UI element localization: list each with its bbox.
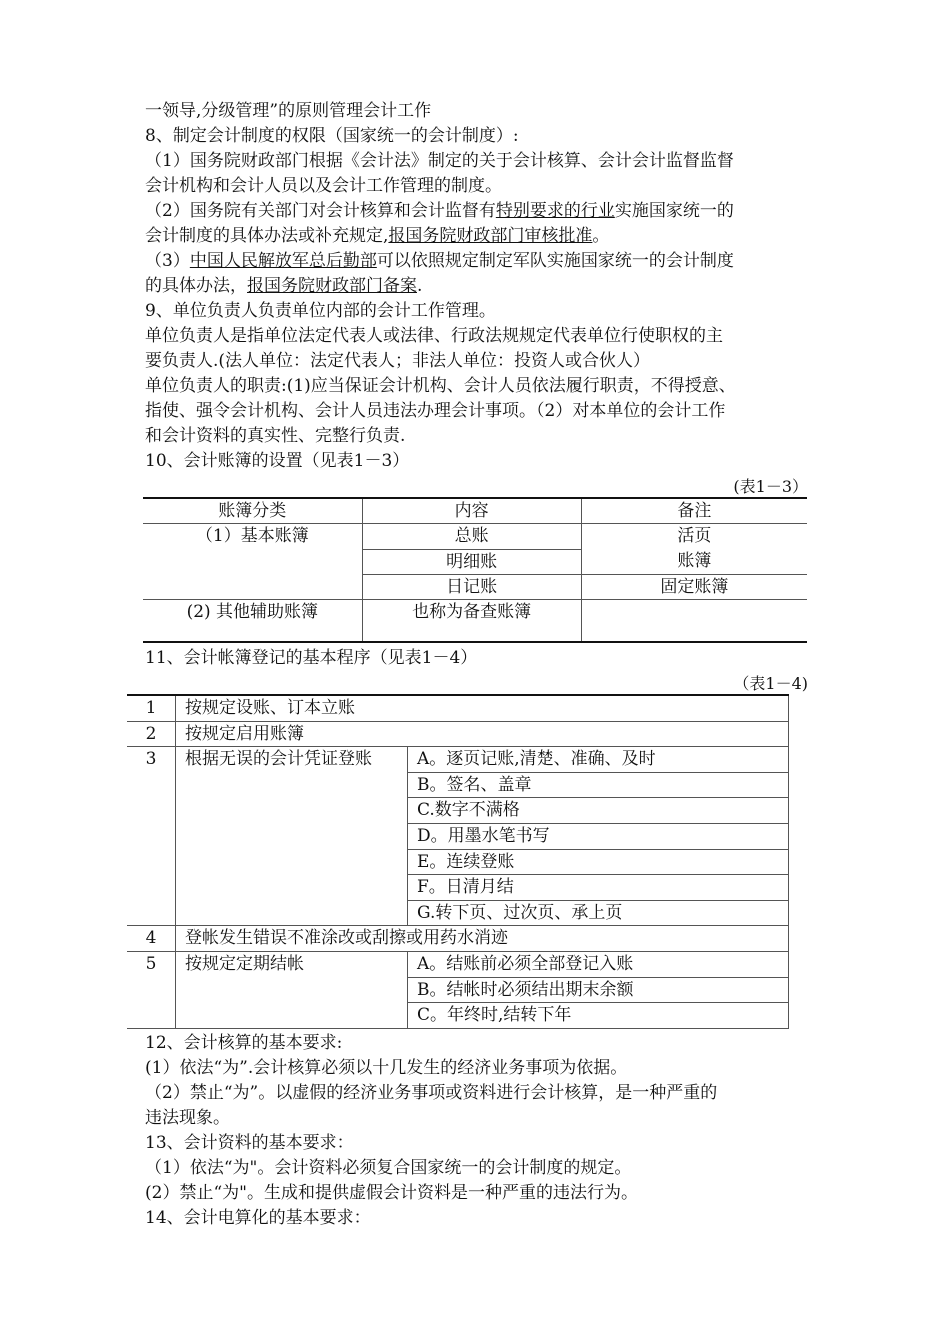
sub-item: C.数字不满格 — [408, 798, 789, 824]
intro-text — [145, 99, 808, 474]
table-cell: 也称为备查账簿 — [362, 600, 581, 643]
sub-item: F。日清月结 — [408, 875, 789, 901]
text-line: （2）禁止“为”。以虚假的经济业务事项或资料进行会计核算，是一种严重的 — [145, 1083, 718, 1103]
row-number: 2 — [127, 721, 176, 747]
sub-item: B。结帐时必须结出期末余额 — [408, 977, 789, 1003]
text-line — [145, 274, 808, 299]
table-1-3 — [143, 497, 807, 643]
row-number: 1 — [127, 695, 176, 721]
underlined-text: 报国务院财政部门备案 — [247, 276, 417, 296]
table-cell: (2) 其他辅助账簿 — [143, 600, 362, 643]
table-cell: 按规定设账、订本立账 — [176, 695, 789, 721]
section-13-heading: 13、会计资料的基本要求： — [145, 1133, 354, 1153]
text-line: 要负责人.(法人单位：法定代表人；非法人单位：投资人或合伙人） — [145, 351, 651, 371]
text-run: （3） — [145, 251, 190, 271]
text-line: (2）禁止“为"。生成和提供虚假会计资料是一种严重的违法行为。 — [145, 1183, 638, 1203]
table-cell — [581, 600, 807, 643]
text-line — [145, 249, 808, 274]
section-9-heading: 9、单位负责人负责单位内部的会计工作管理。 — [145, 301, 496, 321]
table-1-3-caption: (表1－3） — [733, 477, 808, 496]
sub-item: E。连续登账 — [408, 849, 789, 875]
text-line: （1）国务院财政部门根据《会计法》制定的关于会计核算、会计会计监督监督 — [145, 151, 734, 171]
sub-item: C。年终时,结转下年 — [408, 1003, 789, 1029]
text-run: 的具体办法， — [145, 276, 247, 296]
row-number: 5 — [127, 951, 176, 1028]
table-cell: 按规定启用账簿 — [176, 721, 789, 747]
bottom-text — [145, 1031, 808, 1231]
text-line: （1）依法“为"。会计资料必须复合国家统一的会计制度的规定。 — [145, 1158, 632, 1178]
table-cell: （1）基本账簿 — [143, 524, 362, 600]
sub-item: A。逐页记账,清楚、准确、及时 — [408, 747, 789, 773]
underlined-text: 中国人民解放军总后勤部 — [189, 251, 377, 271]
sub-item: G.转下页、过次页、承上页 — [408, 900, 789, 926]
table-row — [127, 721, 789, 747]
cell-line: 活页 — [677, 526, 712, 546]
text-line: 一领导,分级管理”的原则管理会计工作 — [145, 101, 432, 121]
text-line — [145, 199, 808, 224]
text-line — [145, 224, 808, 249]
underlined-text: 特别要求的行业 — [495, 201, 615, 221]
table-cell: 按规定定期结帐 — [176, 951, 408, 1028]
section-12-heading: 12、会计核算的基本要求: — [145, 1033, 343, 1053]
table-cell: 明细账 — [362, 549, 581, 575]
sub-item: B。签名、盖章 — [408, 772, 789, 798]
sub-item: A。结账前必须全部登记入账 — [408, 951, 789, 977]
text-run: 。 — [592, 226, 610, 246]
column-header: 备注 — [581, 498, 807, 524]
table-cell: 根据无误的会计凭证登账 — [176, 747, 408, 926]
column-header: 内容 — [362, 498, 581, 524]
text-line: 会计机构和会计人员以及会计工作管理的制度。 — [145, 176, 502, 196]
table-cell: 登帐发生错误不准涂改或刮擦或用药水消迹 — [176, 926, 789, 952]
table-1-4 — [127, 694, 789, 1029]
section-10-heading: 10、会计账簿的设置（见表1－3） — [145, 451, 410, 471]
table-cell — [581, 524, 807, 575]
text-run: 会计制度的具体办法或补充规定, — [145, 226, 389, 246]
table-cell: 总账 — [362, 524, 581, 550]
underlined-text: 报国务院财政部门审核批准 — [388, 226, 593, 246]
table-cell: 固定账簿 — [581, 575, 807, 600]
section-11-heading: 11、会计帐簿登记的基本程序（见表1－4） — [145, 648, 478, 668]
table-row — [127, 747, 789, 773]
table-row — [143, 524, 807, 550]
section-8-heading: 8、制定会计制度的权限（国家统一的会计制度）: — [145, 126, 519, 146]
section-11 — [145, 646, 808, 671]
table-1-4-caption: （表1－4) — [733, 674, 808, 693]
text-line: (1）依法“为”.会计核算必须以十几发生的经济业务事项为依据。 — [145, 1058, 628, 1078]
text-run: 可以依照规定制定军队实施国家统一的会计制度 — [376, 251, 734, 271]
table-header-row — [143, 498, 807, 524]
table-row — [143, 600, 807, 643]
text-line: 单位负责人是指单位法定代表人或法律、行政法规规定代表单位行使职权的主 — [145, 326, 723, 346]
cell-line: 账簿 — [677, 551, 712, 571]
text-run: （2）国务院有关部门对会计核算和会计监督有 — [145, 201, 496, 221]
text-line: 指使、强令会计机构、会计人员违法办理会计事项。（2）对本单位的会计工作 — [145, 401, 726, 421]
section-14-heading: 14、会计电算化的基本要求： — [145, 1208, 371, 1228]
text-line: 违法现象。 — [145, 1108, 230, 1128]
table-row — [127, 951, 789, 977]
sub-item: D。用墨水笔书写 — [408, 823, 789, 849]
text-run: . — [417, 276, 423, 296]
table-row — [127, 695, 789, 721]
table-cell: 日记账 — [362, 575, 581, 600]
text-run: 实施国家统一的 — [614, 201, 734, 221]
text-line: 和会计资料的真实性、完整行负责. — [145, 426, 406, 446]
row-number: 3 — [127, 747, 176, 926]
row-number: 4 — [127, 926, 176, 952]
table-row — [127, 926, 789, 952]
column-header: 账簿分类 — [143, 498, 362, 524]
text-line: 单位负责人的职责:(1)应当保证会计机构、会计人员依法履行职责，不得授意、 — [145, 376, 736, 396]
